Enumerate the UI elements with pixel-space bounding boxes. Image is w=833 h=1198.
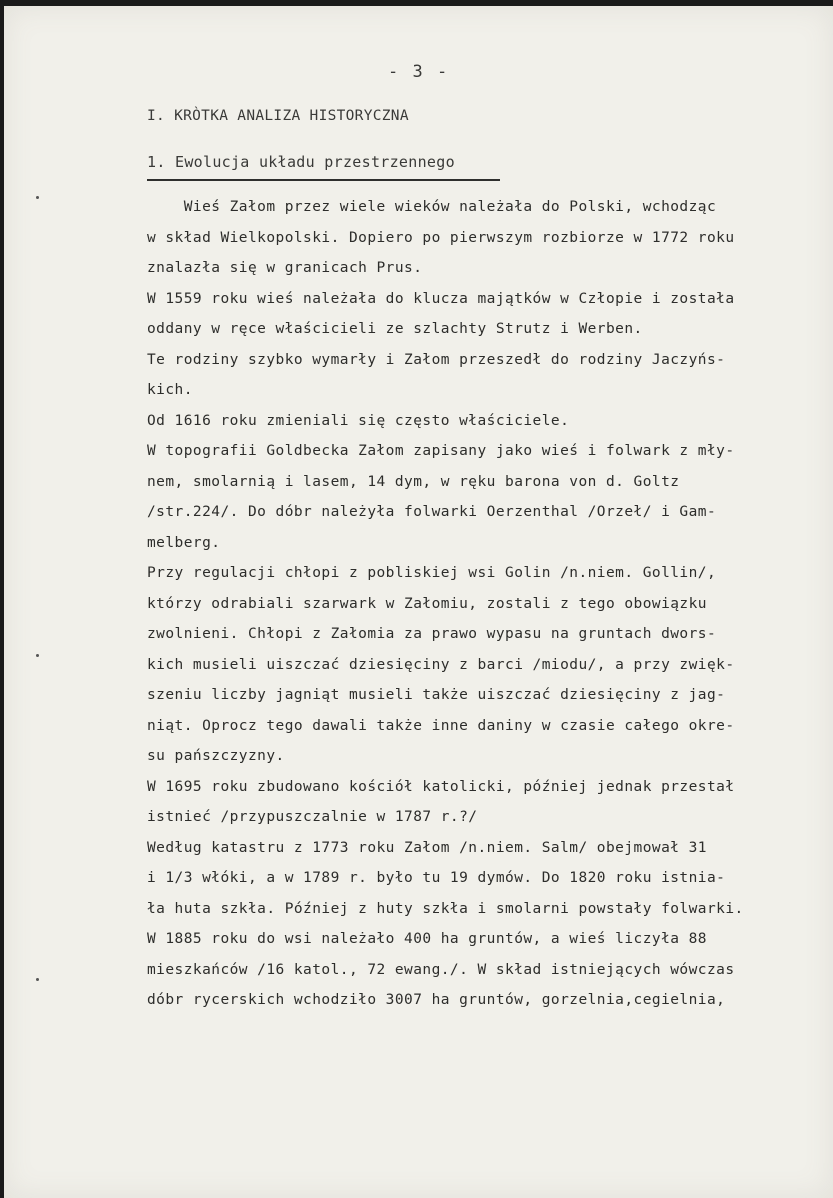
text-line: Wieś Załom przez wiele wieków należała do Polski, wchodząc: [147, 199, 717, 215]
text-line: oddany w ręce właścicieli ze szlachty Strutz i Werben.: [147, 321, 643, 337]
text-line: W 1885 roku do wsi należało 400 ha gruntów, a wieś liczyła 88: [147, 931, 707, 947]
text-line: nem, smolarnią i lasem, 14 dym, w ręku barona von d. Goltz: [147, 473, 680, 490]
text-line: i 1/3 włóki, a w 1789 r. było tu 19 dymów. Do 1820 roku istnia-: [147, 870, 726, 886]
page-number: - 3 -: [388, 62, 450, 82]
text-line: Te rodziny szybko wymarły i Załom przeszedł do rodziny Jaczyńs-: [147, 351, 726, 368]
margin-mark: [36, 196, 39, 199]
text-line: mieszkańców /16 katol., 72 ewang./. W skład istniejących wówczas: [147, 961, 735, 978]
text-line: kich musieli uiszczać dziesięciny z barci /miodu/, a przy zwięk-: [147, 656, 735, 673]
text-line: melberg.: [147, 534, 221, 551]
text-line: su pańszczyzny.: [147, 748, 285, 764]
text-line: W 1559 roku wieś należała do klucza majątków w Człopie i została: [147, 290, 735, 307]
text-line: W 1695 roku zbudowano kościół katolicki, później jednak przestał: [147, 778, 735, 795]
text-line: W topografii Goldbecka Załom zapisany jako wieś i folwark z mły-: [147, 443, 735, 459]
subsection-heading: 1. Ewolucja układu przestrzennego: [147, 153, 455, 171]
text-line: niąt. Oprocz tego dawali także inne daniny w czasie całego okre-: [147, 717, 735, 734]
text-line: którzy odrabiali szarwark w Załomiu, zostali z tego obowiązku: [147, 595, 707, 612]
text-line: Przy regulacji chłopi z pobliskiej wsi Golin /n.niem. Gollin/,: [147, 565, 717, 581]
text-line: zwolnieni. Chłopi z Załomia za prawo wypasu na gruntach dwors-: [147, 626, 717, 642]
text-line: ła huta szkła. Później z huty szkła i smolarni powstały folwarki.: [147, 900, 744, 917]
text-line: istnieć /przypuszczalnie w 1787 r.?/: [147, 809, 478, 825]
margin-mark: [36, 978, 39, 981]
text-line: Od 1616 roku zmieniali się często właściciele.: [147, 412, 570, 429]
text-line: szeniu liczby jagniąt musieli także uiszczać dziesięciny z jag-: [147, 687, 726, 703]
text-line: Według katastru z 1773 roku Załom /n.niem. Salm/ obejmował 31: [147, 839, 707, 856]
subheading-underline: [147, 179, 500, 181]
body-text: [147, 192, 831, 1016]
section-heading: I. KRÒTKA ANALIZA HISTORYCZNA: [147, 108, 409, 124]
text-line: w skład Wielkopolski. Dopiero po pierwszym rozbiorze w 1772 roku: [147, 229, 735, 246]
document-page: [4, 6, 833, 1198]
text-line: kich.: [147, 382, 193, 398]
text-line: znalazła się w granicach Prus.: [147, 260, 423, 276]
text-line: /str.224/. Do dóbr należyła folwarki Oerzenthal /Orzeł/ i Gam-: [147, 504, 717, 520]
text-line: dóbr rycerskich wchodziło 3007 ha gruntów, gorzelnia,cegielnia,: [147, 992, 726, 1008]
margin-mark: [36, 654, 39, 657]
